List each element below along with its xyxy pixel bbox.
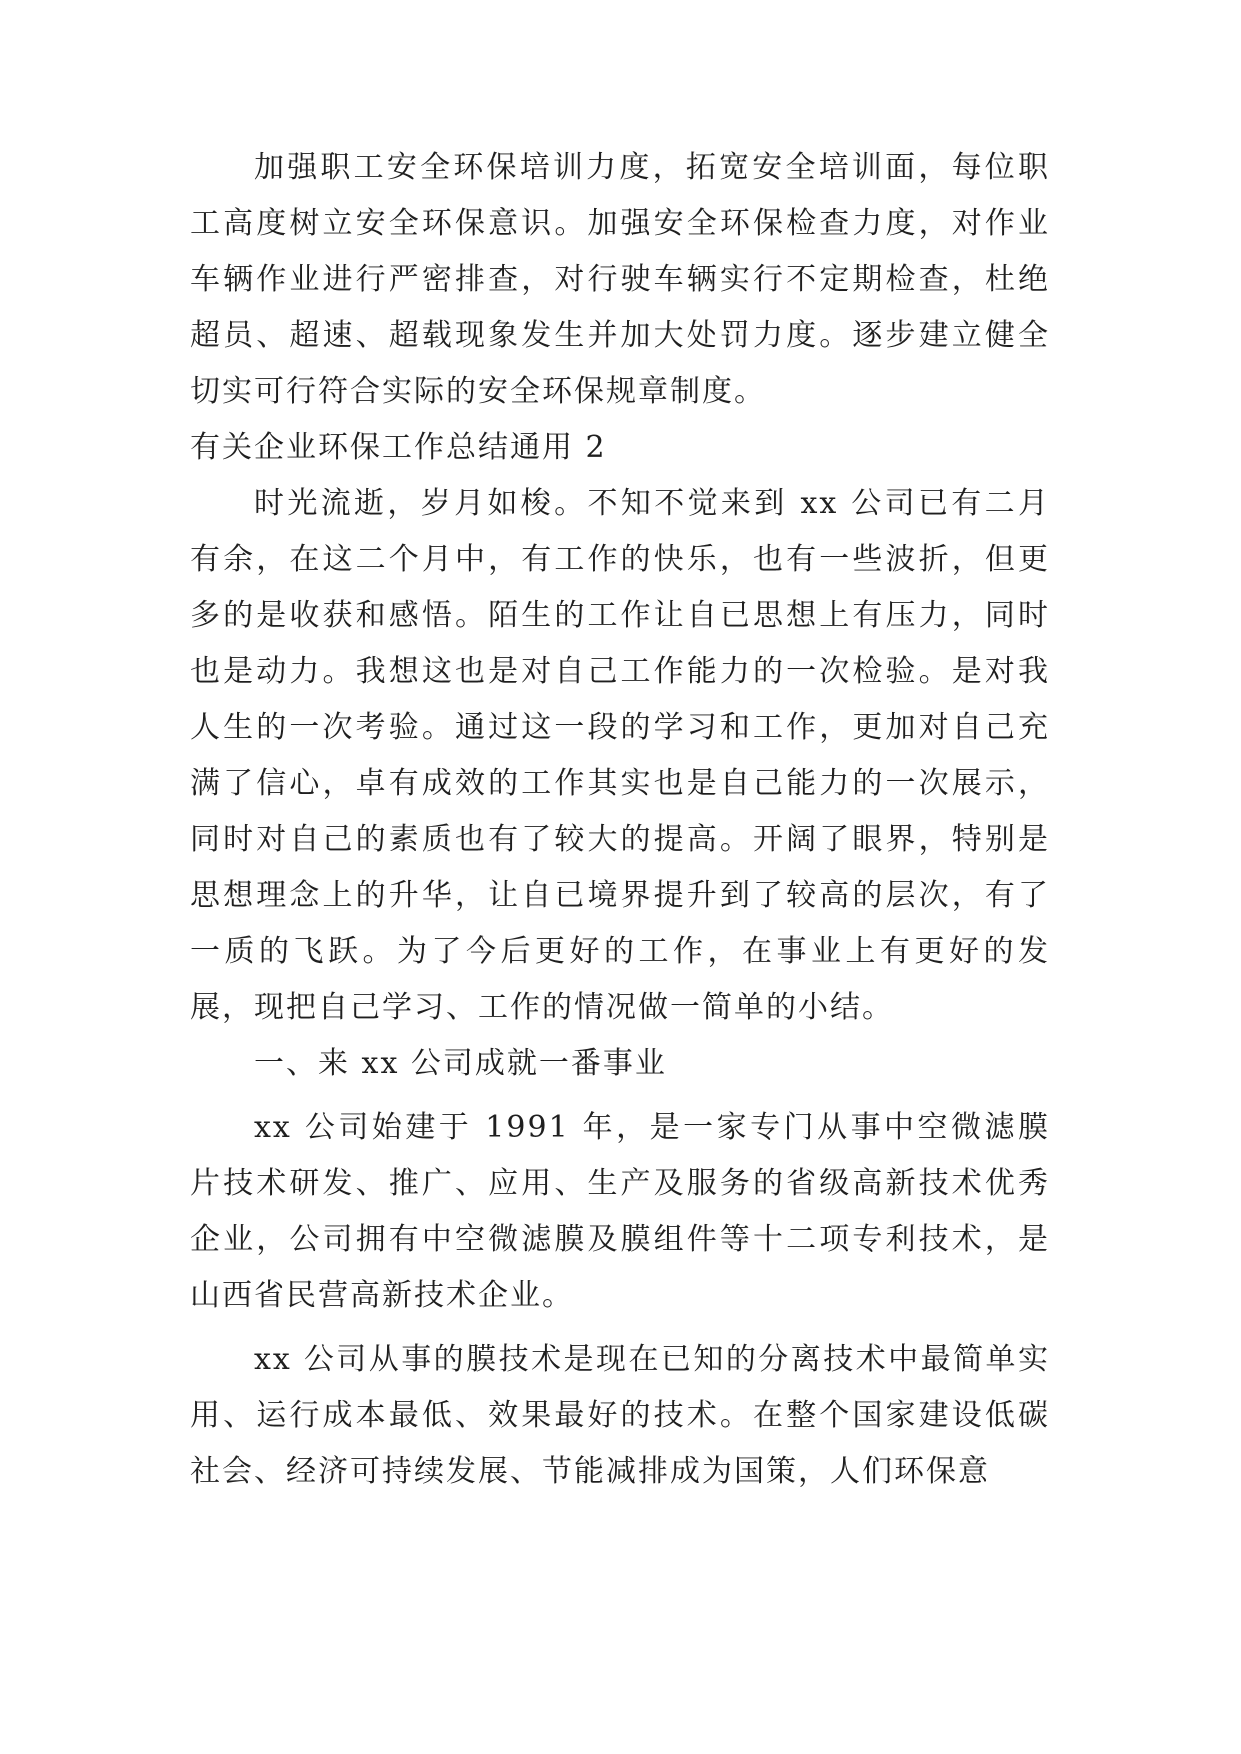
paragraph-gap xyxy=(190,1092,1050,1100)
section-heading: 有关企业环保工作总结通用 2 xyxy=(190,430,607,465)
paragraph-safety-training: 加强职工安全环保培训力度，拓宽安全培训面，每位职工高度树立安全环保意识。加强安全环保检查力度，对作业车辆作业进行严密排查，对行驶车辆实行不定期检查，杜绝超员、超速、超载现象发生并加大处罚力度。逐步建立健全切实可行符合实际的安全环保规章制度。 xyxy=(190,150,1050,409)
document-body xyxy=(190,140,1050,1500)
paragraph-subheading-1: 一、来 xx 公司成就一番事业 xyxy=(254,1046,667,1081)
paragraph-company-intro: xx 公司始建于 1991 年，是一家专门从事中空微滤膜片技术研发、推广、应用、生产及服务的省级高新技术优秀企业，公司拥有中空微滤膜及膜组件等十二项专利技术，是山西省民营高新技术企业。 xyxy=(190,1110,1050,1313)
paragraph-membrane-tech: xx 公司从事的膜技术是现在已知的分离技术中最简单实用、运行成本最低、效果最好的技术。在整个国家建设低碳社会、经济可持续发展、节能减排成为国策，人们环保意 xyxy=(190,1342,1050,1489)
paragraph-time-flies: 时光流逝，岁月如梭。不知不觉来到 xx 公司已有二月有余，在这二个月中，有工作的快乐，也有一些波折，但更多的是收获和感悟。陌生的工作让自已思想上有压力，同时也是动力。我想这也是对自己工作能力的一次检验。是对我人生的一次考验。通过这一段的学习和工作，更加对自己充满了信心，卓有成效的工作其实也是自己能力的一次展示，同时对自己的素质也有了较大的提高。开阔了眼界，特别是思想理念上的升华，让自已境界提升到了较高的层次，有了一质的飞跃。为了今后更好的工作，在事业上有更好的发展，现把自己学习、工作的情况做一简单的小结。 xyxy=(190,486,1050,1025)
paragraph-gap xyxy=(190,1324,1050,1332)
